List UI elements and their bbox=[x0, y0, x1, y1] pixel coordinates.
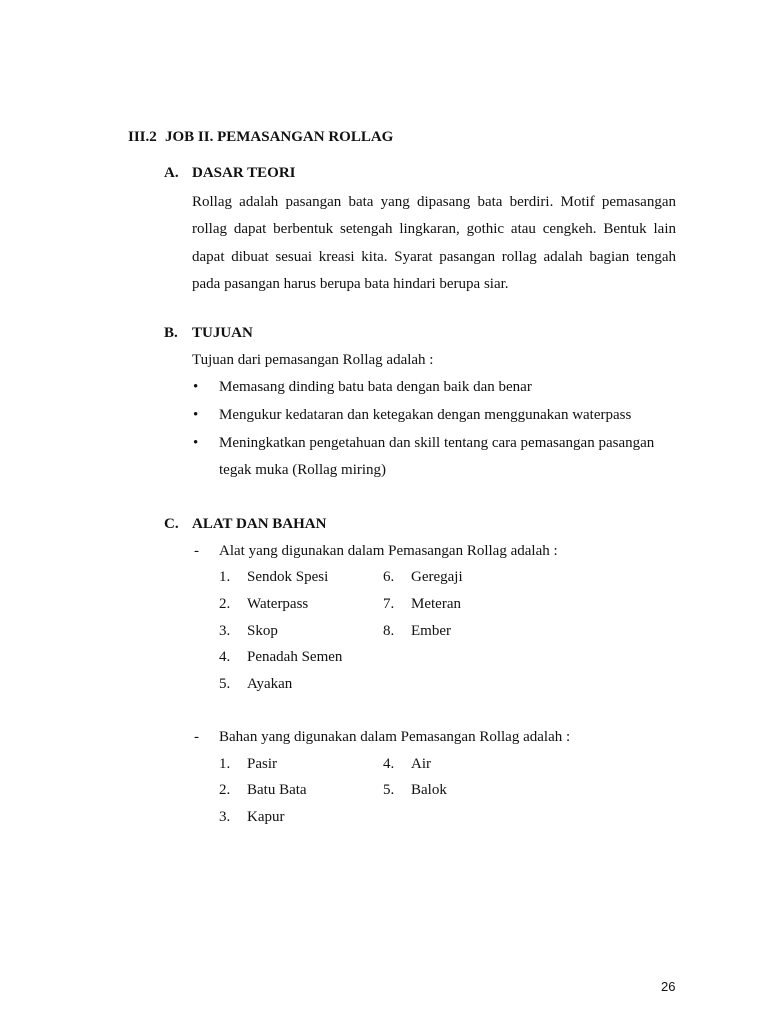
tujuan-bullet-item: Meningkatkan pengetahuan dan skill tentang cara pemasangan pasangan bbox=[219, 435, 655, 451]
chapter-number: III.2 bbox=[128, 129, 157, 145]
alat-item: Meteran bbox=[411, 596, 461, 612]
alat-item-number: 3. bbox=[219, 623, 231, 639]
alat-item-number: 2. bbox=[219, 596, 231, 612]
section-c-heading: ALAT DAN BAHAN bbox=[192, 516, 327, 532]
paragraph-line: dapat dibuat sesuai kreasi kita. Syarat pasangan rollag adalah bagian tengah bbox=[192, 248, 676, 265]
alat-item-number: 4. bbox=[219, 649, 231, 665]
alat-item-number: 7. bbox=[383, 596, 395, 612]
page-number: 26 bbox=[661, 979, 676, 994]
bahan-item-number: 2. bbox=[219, 782, 231, 798]
section-a-heading: DASAR TEORI bbox=[192, 165, 296, 181]
alat-item-number: 5. bbox=[219, 676, 231, 692]
alat-dash: - bbox=[194, 543, 199, 559]
alat-item: Geregaji bbox=[411, 569, 463, 585]
alat-item-number: 8. bbox=[383, 623, 395, 639]
bahan-item: Kapur bbox=[247, 809, 285, 825]
alat-item: Waterpass bbox=[247, 596, 309, 612]
bahan-dash: - bbox=[194, 729, 199, 745]
bahan-item-number: 1. bbox=[219, 756, 231, 772]
tujuan-bullet-item: Memasang dinding batu bata dengan baik dan benar bbox=[219, 379, 532, 395]
chapter-title: JOB II. PEMASANGAN ROLLAG bbox=[165, 129, 394, 145]
paragraph-line: pada pasangan harus berupa bata hindari berupa siar. bbox=[192, 275, 509, 292]
bahan-item: Pasir bbox=[247, 756, 277, 772]
bahan-item-number: 5. bbox=[383, 782, 395, 798]
section-b-letter: B. bbox=[164, 325, 178, 341]
dasar-teori-paragraph bbox=[192, 189, 676, 298]
paragraph-line: Rollag adalah pasangan bata yang dipasang bata berdiri. Motif pemasangan bbox=[192, 194, 676, 210]
bullet-dot: • bbox=[193, 407, 199, 423]
section-a-letter: A. bbox=[164, 165, 179, 181]
alat-item-number: 1. bbox=[219, 569, 231, 585]
bahan-intro: Bahan yang digunakan dalam Pemasangan Rollag adalah : bbox=[219, 729, 571, 745]
alat-item: Penadah Semen bbox=[247, 649, 343, 665]
bahan-item: Balok bbox=[411, 782, 447, 798]
bahan-item-number: 3. bbox=[219, 809, 231, 825]
alat-intro: Alat yang digunakan dalam Pemasangan Rollag adalah : bbox=[219, 543, 558, 559]
alat-item: Ayakan bbox=[247, 676, 293, 692]
alat-item: Sendok Spesi bbox=[247, 569, 329, 585]
bullet-dot: • bbox=[193, 379, 199, 395]
bahan-item-number: 4. bbox=[383, 756, 395, 772]
alat-item-number: 6. bbox=[383, 569, 395, 585]
bahan-item: Air bbox=[411, 756, 431, 772]
bullet-dot: • bbox=[193, 435, 199, 451]
alat-item: Ember bbox=[411, 623, 451, 639]
section-c-letter: C. bbox=[164, 516, 179, 532]
tujuan-bullet-continuation: tegak muka (Rollag miring) bbox=[219, 462, 387, 478]
alat-item: Skop bbox=[247, 623, 278, 639]
tujuan-bullet-item: Mengukur kedataran dan ketegakan dengan menggunakan waterpass bbox=[219, 407, 632, 423]
tujuan-intro: Tujuan dari pemasangan Rollag adalah : bbox=[192, 352, 434, 368]
paragraph-line: rollag dapat berbentuk setengah lingkaran, gothic atau cengkeh. Bentuk lain bbox=[192, 221, 676, 238]
bahan-item: Batu Bata bbox=[247, 782, 307, 798]
section-b-heading: TUJUAN bbox=[192, 325, 253, 341]
